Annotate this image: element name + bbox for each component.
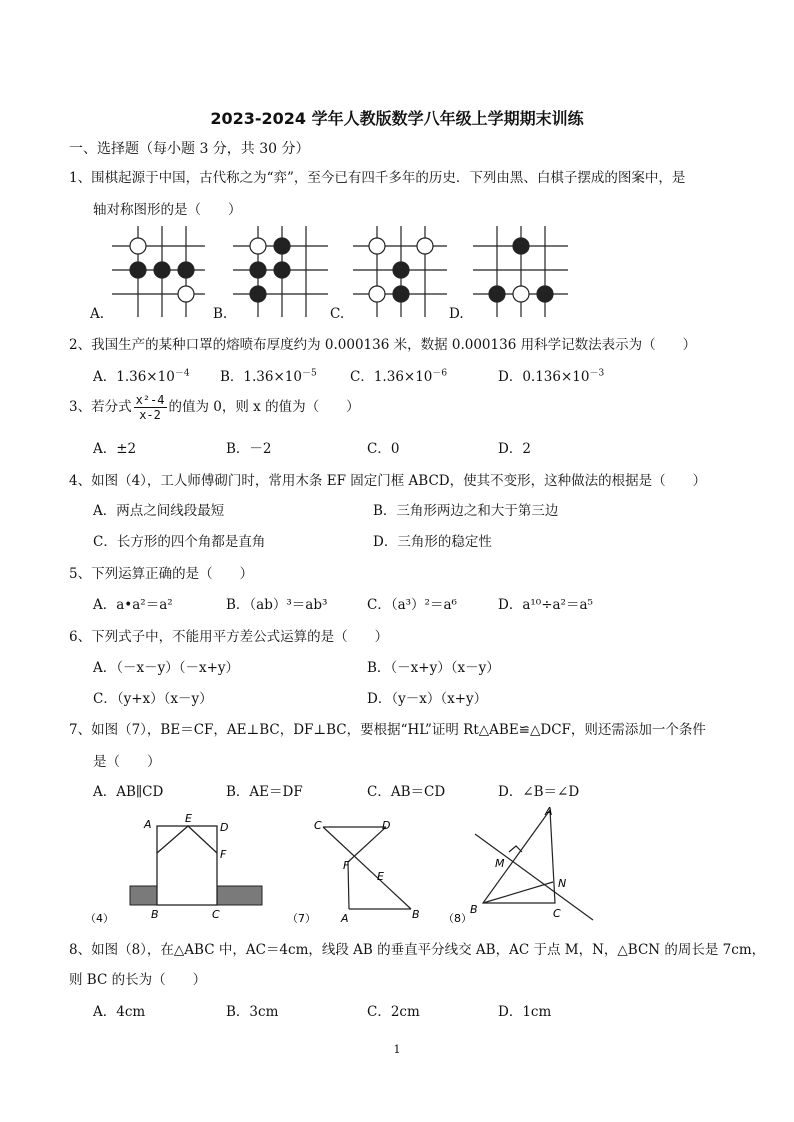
fig7-point-b: B <box>412 908 420 921</box>
q3-option-d: D．2 <box>498 441 531 457</box>
fig7-point-e: E <box>377 870 384 883</box>
fig4-caption: （4） <box>85 912 114 925</box>
fig7-point-f: F <box>343 859 350 872</box>
figure-4 <box>85 812 262 925</box>
geometry-figures <box>85 805 605 930</box>
fig8-point-n: N <box>558 877 567 890</box>
fig8-point-b: B <box>470 903 478 916</box>
q5-option-c: C．（a³）²＝a⁶ <box>367 597 457 613</box>
figure-7 <box>323 827 411 909</box>
q5-option-b: B．（ab）³＝ab³ <box>226 597 328 613</box>
q3-text: 3、若分式 $\frac{\text{x²-4}}{x-2}$ 的值为 0，则 x 的值为（ ） <box>69 393 360 422</box>
q3-option-c: C．0 <box>367 441 400 457</box>
fig8-caption: （8） <box>443 912 472 925</box>
q8-option-c: C．2cm <box>367 1004 420 1020</box>
q8-option-a: A．4cm <box>93 1004 146 1020</box>
q4-option-b: B．三角形两边之和大于第三边 <box>373 503 559 519</box>
q3-fraction: $\frac{\text{x²-4}}{x-2}$ <box>135 393 165 422</box>
fig4-point-b: B <box>151 908 159 921</box>
q5-option-d: D．a¹⁰÷a²＝a⁵ <box>498 597 593 613</box>
page-title: 2023-2024 学年人教版数学八年级上学期期末训练 <box>210 109 584 128</box>
q6-text: 6、下列式子中，不能用平方差公式运算的是（ ） <box>69 629 389 645</box>
fig7-point-a: A <box>341 912 349 925</box>
q6-option-a: A．（－x－y）（－x+y） <box>93 660 240 676</box>
fig7-point-c: C <box>314 819 322 832</box>
q2-option-c: C．$1.36\times 10^{-6}$ <box>350 368 448 385</box>
fig4-point-e: E <box>185 812 192 825</box>
q8-line2: 则 BC 的长为（ ） <box>69 972 207 988</box>
fig4-point-d: D <box>220 821 229 834</box>
q1-label-a: A. <box>90 306 105 322</box>
q7-option-c: C．AB＝CD <box>367 784 446 800</box>
q7-option-d: D．∠B＝∠D <box>498 784 580 800</box>
q1-label-d: D. <box>449 306 464 322</box>
figure-8-labels <box>443 805 566 925</box>
figure-8 <box>475 810 593 920</box>
page-number: 1 <box>393 1043 401 1056</box>
q7-option-a: A．AB∥CD <box>93 784 164 800</box>
q5-option-a: A．a•a²＝a² <box>93 597 173 613</box>
q3-option-a: A．±2 <box>93 441 137 457</box>
q6-option-b: B．（－x+y）（x－y） <box>367 660 500 676</box>
q2-option-d: D．$0.136\times 10^{-3}$ <box>498 368 605 385</box>
q7-option-b: B．AE＝DF <box>226 784 303 800</box>
section-heading: 一、选择题（每小题 3 分，共 30 分） <box>69 141 310 157</box>
q8-option-b: B．3cm <box>226 1004 279 1020</box>
fig8-point-c: C <box>553 907 561 920</box>
q6-option-c: C．（y+x）（x－y） <box>93 691 213 707</box>
q5-text: 5、下列运算正确的是（ ） <box>69 566 254 582</box>
fig4-point-f: F <box>220 848 227 861</box>
q7-line2: 是（ ） <box>93 754 161 770</box>
q2-text: 2、我国生产的某种口罩的熔喷布厚度约为 0.000136 米，数据 0.000136 用科学记数法表示为（ ） <box>69 337 697 353</box>
fig4-point-a: A <box>144 818 152 831</box>
q8-line1: 8、如图（8），在△ABC 中，AC＝4cm，线段 AB 的垂直平分线交 AB，AC 于点 M，N，△BCN 的周长是 7cm， <box>69 942 766 958</box>
q1-label-c: C. <box>330 306 345 322</box>
q6-option-d: D．（y－x）（x+y） <box>367 691 488 707</box>
fig8-point-a: A <box>545 805 553 818</box>
q4-text: 4、如图（4），工人师傅砌门时，常用木条 EF 固定门框 ABCD，使其不变形，这种做法的根据是（ ） <box>69 473 707 489</box>
q4-option-d: D．三角形的稳定性 <box>373 534 492 550</box>
q4-option-c: C．长方形的四个角都是直角 <box>93 534 266 550</box>
q1-line2: 轴对称图形的是（ ） <box>93 202 242 218</box>
q7-line1: 7、如图（7），BE＝CF，AE⊥BC，DF⊥BC，要根据“HL”证明 Rt△ABE≌△DCF，则还需添加一个条件 <box>69 722 706 738</box>
q3-option-b: B．－2 <box>226 441 272 457</box>
q1-label-b: B. <box>213 306 228 322</box>
q4-option-a: A．两点之间线段最短 <box>93 503 225 519</box>
fig8-point-m: M <box>495 857 505 870</box>
q2-option-b: B．$1.36\times 10^{-5}$ <box>220 368 317 385</box>
fig4-point-c: C <box>212 908 220 921</box>
fig7-caption: （7） <box>287 912 316 925</box>
fig7-point-d: D <box>382 819 391 832</box>
q8-option-d: D．1cm <box>498 1004 552 1020</box>
q2-option-a: A．$1.36\times 10^{-4}$ <box>93 368 190 385</box>
q1-line1: 1、围棋起源于中国，古代称之为“弈”，至今已有四千多年的历史．下列由黑、白棋子摆成的图案中，是 <box>69 170 686 186</box>
